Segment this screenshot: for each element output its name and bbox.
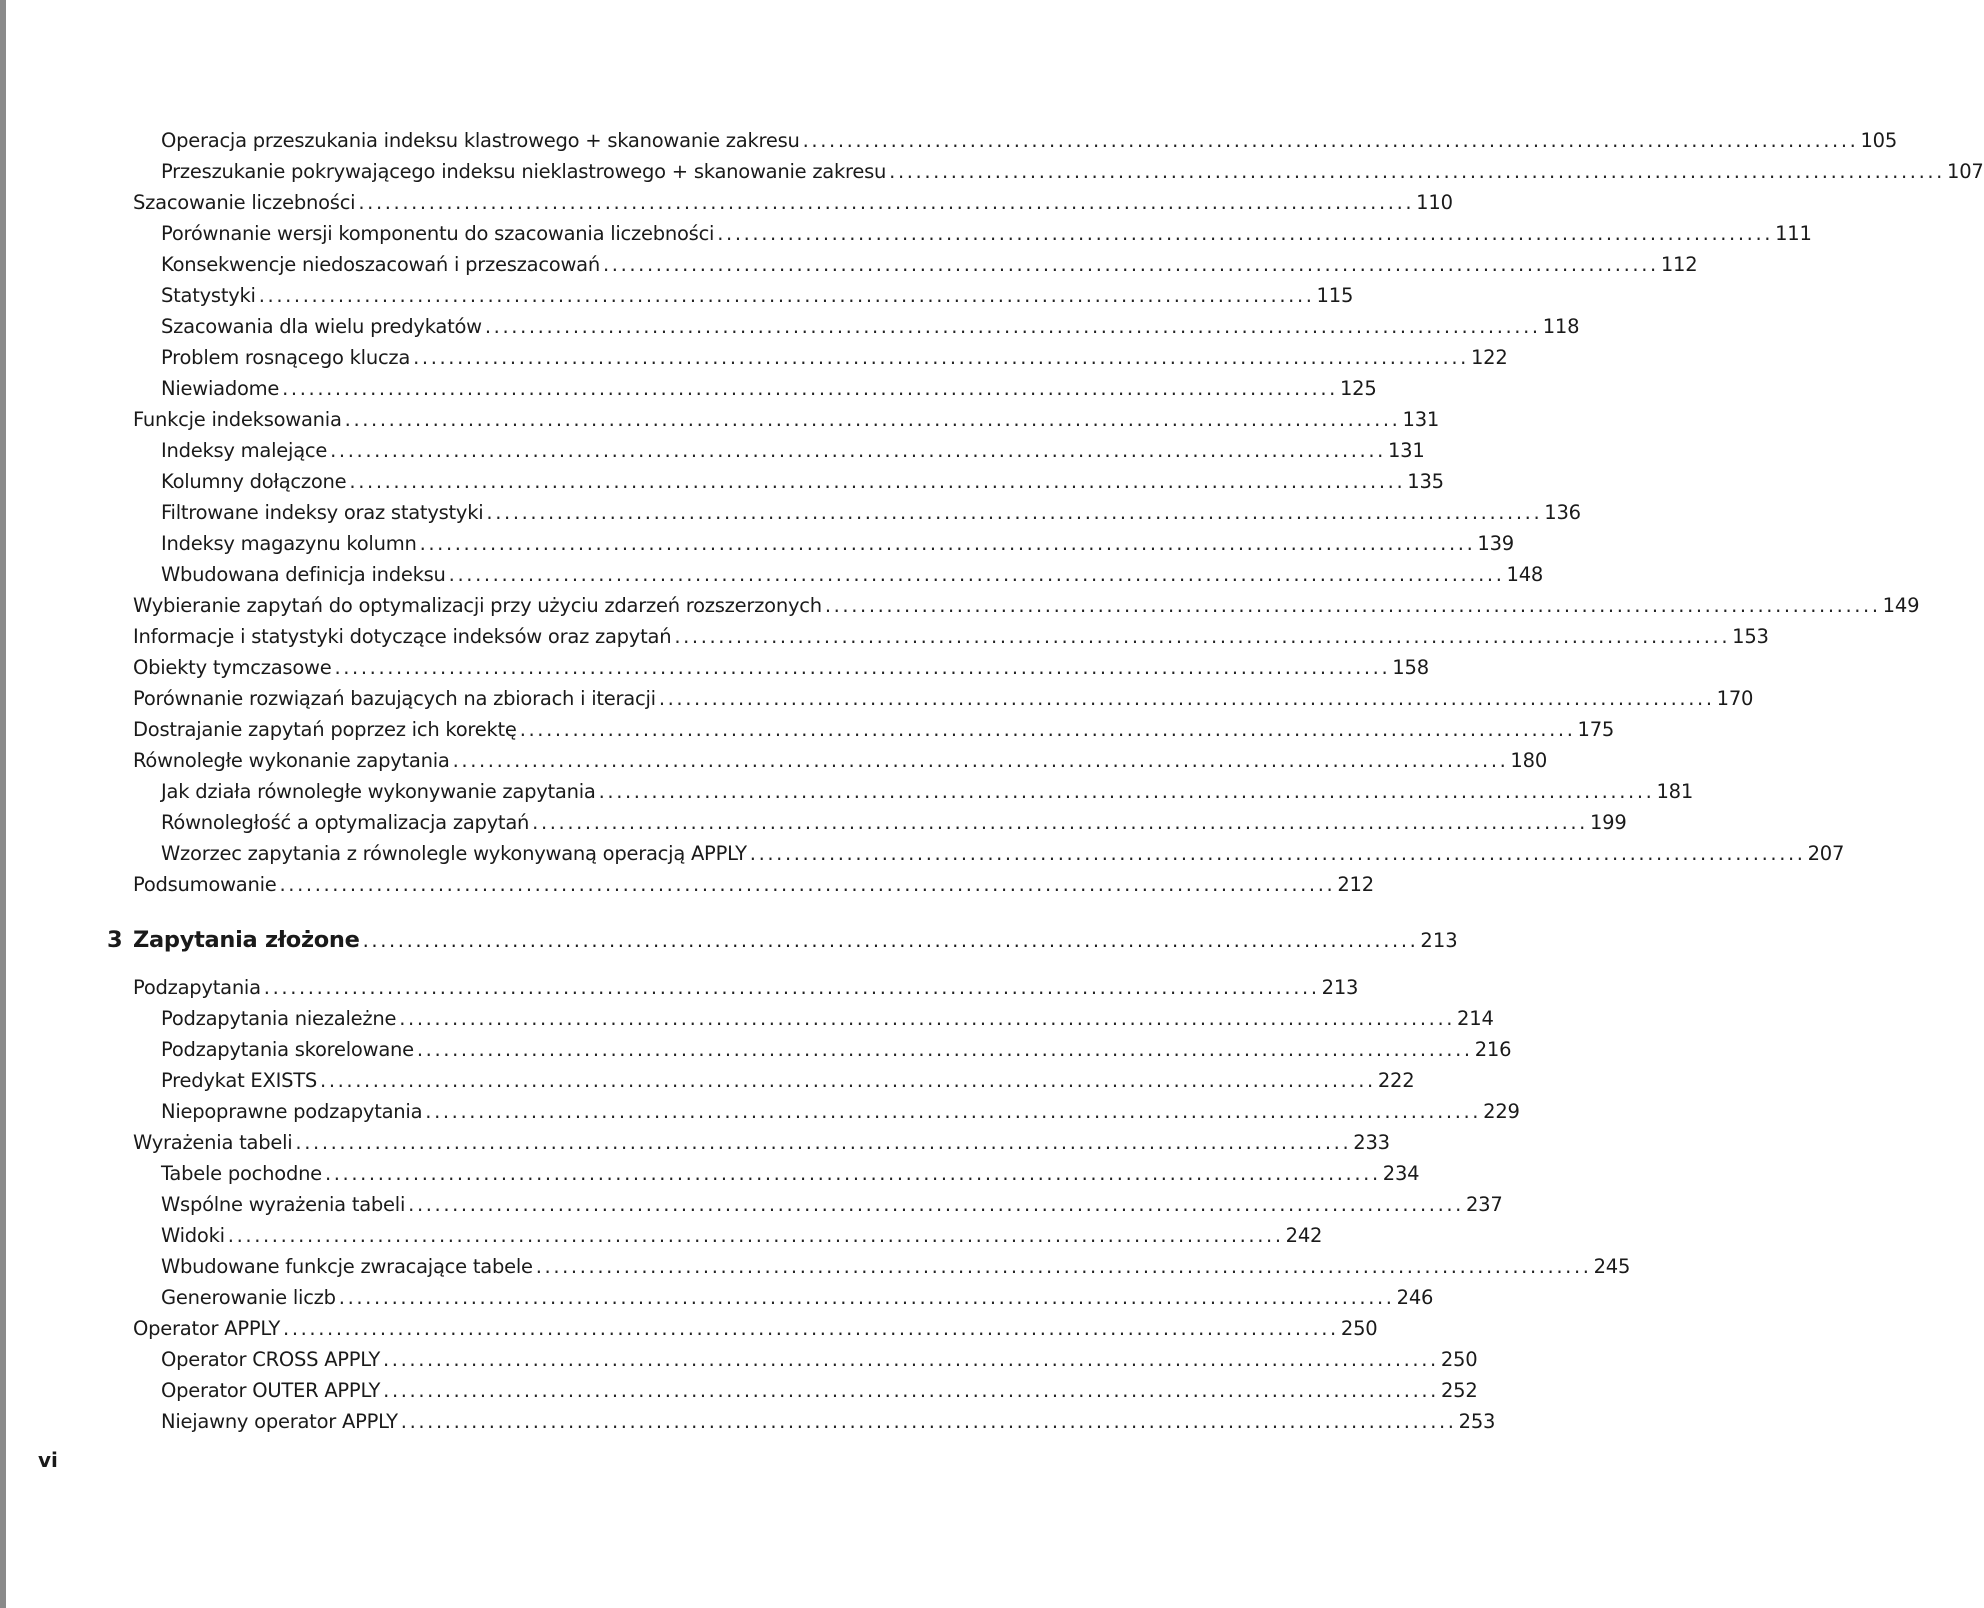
- toc-entry: [161, 1067, 1415, 1095]
- dot-leader: ........................................................................................................................: [749, 842, 1806, 865]
- toc-entry: [161, 220, 1812, 248]
- dot-leader: ........................................................................................................................: [338, 1286, 1395, 1309]
- toc-entry-page: 212: [1337, 873, 1374, 896]
- dot-leader: ........................................................................................................................: [519, 718, 1576, 741]
- toc-entry-title: Predykat EXISTS: [161, 1069, 318, 1092]
- toc-entry-title: Kolumny dołączone: [161, 470, 347, 493]
- toc-entry: [161, 561, 1544, 589]
- toc-entry: [161, 778, 1694, 806]
- toc-entry-page: 253: [1458, 1410, 1496, 1433]
- toc-entry: [133, 974, 1359, 1002]
- toc-entry-page: 112: [1660, 253, 1698, 276]
- toc-entry-title: Widoki: [161, 1224, 225, 1247]
- toc-entry-title: Problem rosnącego klucza: [161, 346, 411, 369]
- toc-entry: [133, 654, 1429, 682]
- dot-leader: ........................................................................................................................: [602, 253, 1659, 276]
- toc-entry: [161, 1222, 1323, 1250]
- toc-entry: [161, 251, 1698, 279]
- toc-entry-title: Przeszukanie pokrywającego indeksu nieklastrowego + skanowanie zakresu: [161, 160, 887, 183]
- toc-entry-page: 252: [1440, 1379, 1478, 1402]
- dot-leader: ........................................................................................................................: [399, 1007, 1456, 1030]
- toc-entry-title: Konsekwencje niedoszacowań i przeszacowań: [161, 253, 600, 276]
- toc-entry-page: 158: [1392, 656, 1429, 679]
- dot-leader: ........................................................................................................................: [532, 811, 1588, 834]
- dot-leader: ........................................................................................................................: [486, 501, 1543, 524]
- toc-entry-title: Równoległe wykonanie zapytania: [133, 749, 450, 772]
- toc-entry-page: 214: [1457, 1007, 1494, 1030]
- dot-leader: ........................................................................................................................: [416, 1038, 1473, 1061]
- toc-entry: [133, 747, 1548, 775]
- toc-entry: [161, 127, 1898, 155]
- dot-leader: ........................................................................................................................: [282, 377, 1338, 400]
- toc-entry-page: 246: [1396, 1286, 1434, 1309]
- toc-entry: [161, 375, 1377, 403]
- toc-entry-title: Operator OUTER APPLY: [161, 1379, 381, 1402]
- toc-entry-page: 213: [1321, 976, 1359, 999]
- toc-entry-title: Informacje i statystyki dotyczące indeksów oraz zapytań: [133, 625, 672, 648]
- toc-entry-page: 181: [1656, 780, 1694, 803]
- toc-entry-page: 115: [1316, 284, 1354, 307]
- toc-entry-page: 242: [1285, 1224, 1323, 1247]
- dot-leader: ........................................................................................................................: [283, 1317, 1339, 1340]
- toc-entry: [161, 1160, 1420, 1188]
- toc-entry-page: 175: [1577, 718, 1615, 741]
- toc-entry: [161, 1284, 1434, 1312]
- toc-entry-page: 170: [1716, 687, 1754, 710]
- dot-leader: ........................................................................................................................: [295, 1131, 1352, 1154]
- toc-entry: [161, 282, 1354, 310]
- toc-entry-page: 136: [1544, 501, 1581, 524]
- toc-entry: [161, 1377, 1478, 1405]
- toc-entry-title: Wbudowane funkcje zwracające tabele: [161, 1255, 533, 1278]
- page-number: vi: [38, 1448, 58, 1472]
- toc-entry-title: Generowanie liczb: [161, 1286, 336, 1309]
- toc-entry-page: 245: [1593, 1255, 1631, 1278]
- toc-entry: [161, 437, 1425, 465]
- dot-leader: ........................................................................................................................: [598, 780, 1655, 803]
- dot-leader: ........................................................................................................................: [535, 1255, 1592, 1278]
- toc-entry-title: Równoległość a optymalizacja zapytań: [161, 811, 530, 834]
- toc-entry-title: Obiekty tymczasowe: [133, 656, 332, 679]
- dot-leader: ........................................................................................................................: [824, 594, 1881, 617]
- toc-entry-title: Wbudowana definicja indeksu: [161, 563, 446, 586]
- dot-leader: ........................................................................................................................: [324, 1162, 1381, 1185]
- toc-entry: [161, 1036, 1512, 1064]
- toc-entry: [161, 1408, 1496, 1436]
- toc-entry-page: 237: [1465, 1193, 1503, 1216]
- toc-entry-page: 233: [1353, 1131, 1390, 1154]
- toc-entry-title: Niewiadome: [161, 377, 280, 400]
- toc-entry-title: Niejawny operator APPLY: [161, 1410, 398, 1433]
- dot-leader: ........................................................................................................................: [425, 1100, 1482, 1123]
- chapter-heading: [107, 924, 1458, 956]
- toc-entry: [161, 1253, 1631, 1281]
- dot-leader: ........................................................................................................................: [258, 284, 1315, 307]
- toc-entry-title: Operacja przeszukania indeksu klastrowego + skanowanie zakresu: [161, 129, 800, 152]
- toc-entry: [133, 871, 1374, 899]
- toc-entry-title: Operator CROSS APPLY: [161, 1348, 380, 1371]
- toc-entry: [161, 468, 1444, 496]
- toc-entry: [133, 189, 1453, 217]
- dot-leader: ........................................................................................................................: [383, 1348, 1439, 1371]
- dot-leader: ........................................................................................................................: [320, 1069, 1376, 1092]
- toc-entry: [161, 1346, 1478, 1374]
- dot-leader: ........................................................................................................................: [334, 656, 1391, 679]
- dot-leader: ........................................................................................................................: [413, 346, 1469, 369]
- toc-entry-title: Funkcje indeksowania: [133, 408, 342, 431]
- toc-entry: [133, 685, 1754, 713]
- dot-leader: ........................................................................................................................: [330, 439, 1386, 462]
- toc-entry-title: Podsumowanie: [133, 873, 277, 896]
- toc-entry: [161, 1191, 1503, 1219]
- toc-entry-page: 111: [1775, 222, 1812, 245]
- dot-leader: ........................................................................................................................: [279, 873, 1336, 896]
- toc-entry-title: Wybieranie zapytań do optymalizacji przy użyciu zdarzeń rozszerzonych: [133, 594, 822, 617]
- dot-leader: ........................................................................................................................: [408, 1193, 1464, 1216]
- toc-entry-page: 234: [1382, 1162, 1420, 1185]
- toc-entry-title: Filtrowane indeksy oraz statystyki: [161, 501, 484, 524]
- dot-leader: ........................................................................................................................: [717, 222, 1774, 245]
- toc-entry: [133, 1129, 1390, 1157]
- toc-entry-page: 153: [1732, 625, 1769, 648]
- toc-entry-title: Wspólne wyrażenia tabeli: [161, 1193, 406, 1216]
- toc-entry-page: 180: [1510, 749, 1548, 772]
- chapter-title: Zapytania złożone: [133, 927, 360, 953]
- toc-entry-page: 199: [1589, 811, 1627, 834]
- toc-entry-page: 122: [1470, 346, 1508, 369]
- toc-entry-title: Szacowanie liczebności: [133, 191, 356, 214]
- chapter-page: 213: [1420, 929, 1458, 952]
- toc-entry-page: 250: [1340, 1317, 1378, 1340]
- toc-entry-page: 207: [1807, 842, 1845, 865]
- chapter-number: 3: [107, 927, 123, 953]
- dot-leader: ........................................................................................................................: [344, 408, 1401, 431]
- dot-leader: ........................................................................................................................: [674, 625, 1731, 648]
- toc-entry-title: Indeksy magazynu kolumn: [161, 532, 417, 555]
- toc-entry: [161, 158, 1984, 186]
- toc-entry-title: Podzapytania skorelowane: [161, 1038, 414, 1061]
- toc-entry-title: Wyrażenia tabeli: [133, 1131, 293, 1154]
- dot-leader: ........................................................................................................................: [263, 976, 1320, 999]
- toc-entry-page: 148: [1506, 563, 1544, 586]
- toc-entry-page: 110: [1416, 191, 1453, 214]
- toc-entry-title: Porównanie wersji komponentu do szacowania liczebności: [161, 222, 715, 245]
- toc-entry-title: Tabele pochodne: [161, 1162, 322, 1185]
- toc-entry-page: 105: [1860, 129, 1898, 152]
- dot-leader: ........................................................................................................................: [349, 470, 1406, 493]
- toc-entry-title: Podzapytania niezależne: [161, 1007, 397, 1030]
- toc-entry-page: 118: [1542, 315, 1580, 338]
- dot-leader: ........................................................................................................................: [802, 129, 1859, 152]
- toc-entry-page: 135: [1407, 470, 1444, 493]
- dot-leader: ........................................................................................................................: [452, 749, 1509, 772]
- toc-entry: [161, 1098, 1520, 1126]
- toc-entry: [161, 499, 1581, 527]
- toc-entry: [133, 716, 1615, 744]
- dot-leader: ........................................................................................................................: [358, 191, 1415, 214]
- toc-entry-title: Operator APPLY: [133, 1317, 281, 1340]
- toc-entry: [133, 592, 1920, 620]
- toc-entry-page: 131: [1402, 408, 1440, 431]
- toc-entry: [161, 840, 1845, 868]
- toc-entry-page: 131: [1387, 439, 1425, 462]
- toc-entry-title: Indeksy malejące: [161, 439, 328, 462]
- toc-entry-page: 216: [1474, 1038, 1512, 1061]
- dot-leader: ........................................................................................................................: [889, 160, 1945, 183]
- toc-entry-page: 139: [1477, 532, 1515, 555]
- toc-entry: [161, 809, 1627, 837]
- toc-entry: [161, 313, 1580, 341]
- dot-leader: ........................................................................................................................: [484, 315, 1541, 338]
- dot-leader: ........................................................................................................................: [362, 929, 1419, 952]
- toc-entry: [161, 530, 1515, 558]
- toc-entry-page: 222: [1377, 1069, 1415, 1092]
- dot-leader: ........................................................................................................................: [383, 1379, 1439, 1402]
- toc-entry-title: Statystyki: [161, 284, 256, 307]
- toc-entry-title: Niepoprawne podzapytania: [161, 1100, 423, 1123]
- dot-leader: ........................................................................................................................: [419, 532, 1476, 555]
- toc-entry-title: Podzapytania: [133, 976, 261, 999]
- toc-entry-page: 250: [1440, 1348, 1478, 1371]
- toc-entry: [133, 406, 1440, 434]
- toc-entry-title: Jak działa równoległe wykonywanie zapytania: [161, 780, 596, 803]
- dot-leader: ........................................................................................................................: [227, 1224, 1284, 1247]
- toc-entry-page: 229: [1483, 1100, 1520, 1123]
- toc-entry: [161, 1005, 1494, 1033]
- toc-entry: [161, 344, 1508, 372]
- toc-entry-page: 149: [1882, 594, 1920, 617]
- toc-entry: [133, 1315, 1378, 1343]
- dot-leader: ........................................................................................................................: [658, 687, 1715, 710]
- toc-entry-title: Porównanie rozwiązań bazujących na zbiorach i iteracji: [133, 687, 656, 710]
- toc-entry-title: Dostrajanie zapytań poprzez ich korektę: [133, 718, 517, 741]
- dot-leader: ........................................................................................................................: [448, 563, 1505, 586]
- toc-entry: [133, 623, 1769, 651]
- dot-leader: ........................................................................................................................: [400, 1410, 1457, 1433]
- toc-entry-title: Wzorzec zapytania z równolegle wykonywaną operacją APPLY: [161, 842, 747, 865]
- toc-entry-title: Szacowania dla wielu predykatów: [161, 315, 482, 338]
- toc-entry-page: 107: [1946, 160, 1984, 183]
- toc-entry-page: 125: [1339, 377, 1377, 400]
